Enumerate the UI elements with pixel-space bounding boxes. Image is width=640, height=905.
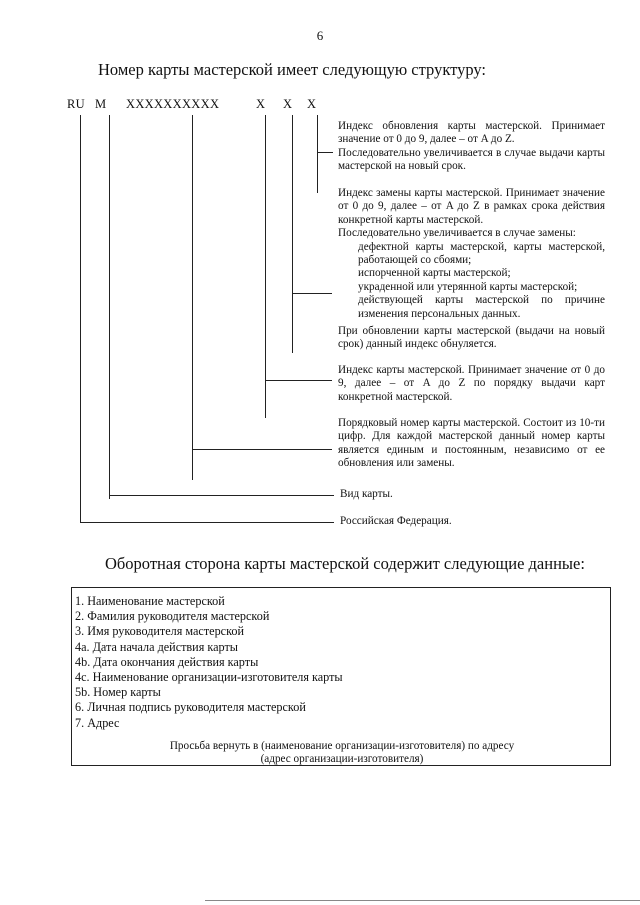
list-item: 7. Адрес (75, 715, 120, 730)
serial-number-description: Порядковый номер карты мастерской. Состоит из 10-ти цифр. Для каждой мастерской данный номер карты является единым и постоянным, независимо от ее обновления или замены. (338, 417, 605, 470)
renewal-index-text-2: Последовательно увеличивается в случае выдачи карты мастерской на новый срок. (338, 146, 605, 173)
page-number: 6 (316, 28, 324, 43)
renewal-index-description (338, 120, 605, 174)
reverse-side-data-box (71, 587, 611, 766)
replacement-case-1: дефектной карты мастерской, карты мастерской, работающей со сбоями; (358, 240, 605, 267)
reverse-side-heading: Оборотная сторона карты мастерской содержит следующие данные: (105, 554, 585, 573)
replacement-reset-note: При обновлении карты мастерской (выдачи на новый срок) данный индекс обнуляется. (338, 325, 605, 351)
list-item: 4c. Наименование организации-изготовителя карты (75, 670, 343, 685)
page-edge-divider (205, 900, 640, 901)
list-item: 3. Имя руководителя мастерской (75, 624, 244, 639)
return-note-line-1: Просьба вернуть в (наименование организации-изготовителя) по адресу (169, 740, 515, 752)
list-item: 5b. Номер карты (75, 685, 161, 700)
code-serial-number: XXXXXXXXXX (126, 97, 220, 111)
replacement-index-intro: Индекс замены карты мастерской. Принимает значение от 0 до 9, далее – от A до Z в рамках срока действия конкретной карты мастерской. (338, 187, 605, 226)
renewal-index-text-1: Индекс обновления карты мастерской. Принимает значение от 0 до 9, далее – от A до Z. (338, 120, 605, 146)
replacement-case-3: украденной или утерянной карты мастерской; (358, 280, 578, 293)
replacement-case-4: действующей карты мастерской по причине изменения персональных данных. (358, 294, 605, 320)
list-item: 6. Личная подпись руководителя мастерской (75, 700, 306, 715)
card-type-description: Вид карты. (340, 488, 393, 500)
list-item: 1. Наименование мастерской (75, 594, 225, 608)
structure-heading: Номер карты мастерской имеет следующую структуру: (98, 60, 487, 79)
list-item: 4b. Дата окончания действия карты (75, 654, 259, 669)
replacement-case-2: испорченной карты мастерской; (358, 267, 511, 280)
list-item: 4a. Дата начала действия карты (75, 639, 238, 654)
code-card-type: M (95, 97, 107, 111)
list-item: 2. Фамилия руководителя мастерской (75, 609, 270, 624)
replacement-index-description (338, 187, 605, 352)
code-card-index: X (256, 97, 266, 111)
code-replacement-index: X (283, 97, 293, 111)
return-note-line-2: (адрес организации-изготовителя) (260, 753, 424, 765)
code-country: RU (67, 97, 85, 111)
country-description: Российская Федерация. (340, 515, 452, 527)
code-renewal-index: X (307, 97, 317, 111)
card-index-description: Индекс карты мастерской. Принимает значение от 0 до 9, далее – от A до Z по порядку выдачи карт конкретной мастерской. (338, 364, 605, 403)
reverse-side-list (72, 588, 610, 731)
replacement-index-cases-intro: Последовательно увеличивается в случае замены: (338, 227, 576, 240)
return-note (72, 740, 612, 766)
